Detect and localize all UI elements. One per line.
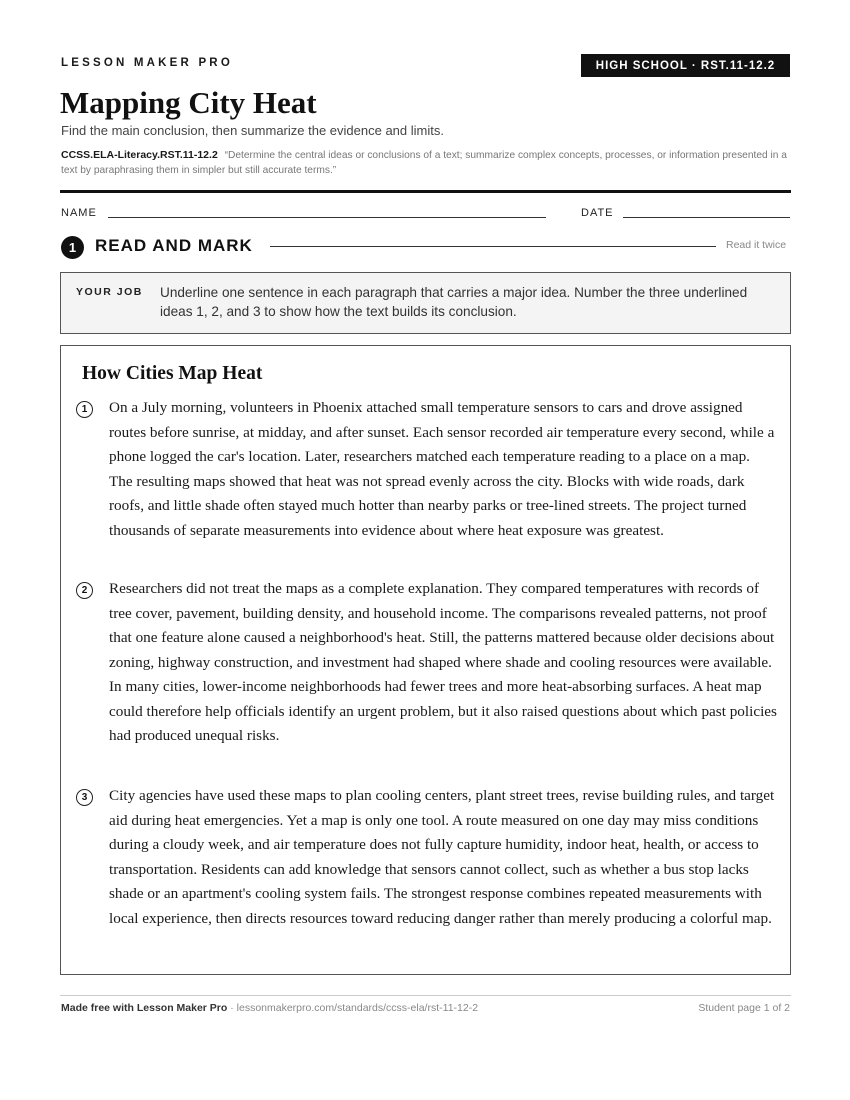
name-field[interactable] — [108, 217, 546, 218]
job-instructions-box — [60, 272, 791, 334]
brand-name: LESSON MAKER PRO — [61, 57, 233, 69]
step-note: Read it twice — [726, 239, 787, 251]
reading-passage — [60, 345, 791, 975]
page-subtitle: Find the main conclusion, then summarize the evidence and limits. — [61, 123, 444, 138]
step-divider — [270, 246, 716, 247]
footer-divider — [60, 995, 791, 996]
paragraph-number-2: 2 — [76, 582, 93, 599]
name-label: NAME — [61, 207, 97, 219]
step-number-badge: 1 — [61, 236, 84, 259]
job-text: Underline one sentence in each paragraph that carries a major idea. Number the three underlined ideas 1, 2, and 3 to show how the text builds its conclusion. — [160, 285, 748, 319]
date-field[interactable] — [623, 217, 790, 218]
standard-text: “Determine the central ideas or conclusions of a text; summarize complex concepts, processes, or information presented in a text by paraphrasing them in simpler but still accurate terms.” — [61, 150, 787, 176]
passage-title: How Cities Map Heat — [82, 363, 263, 384]
paragraph-2: Researchers did not treat the maps as a complete explanation. They compared temperatures with records of tree cover, pavement, building density, and household income. The comparisons revealed patterns, not proof that one feature alone caused a neighborhood's heat. Still, the patterns mattered because older decisions about zoning, highway construction, and investment had shaped where shade and cooling resources were available. In many cities, lower-income neighborhoods had fewer trees and more heat-absorbing surfaces. A heat map could therefore help officials identify an urgent problem, but it also raised questions about which past policies had produced unequal risks. — [109, 580, 777, 744]
header-divider — [60, 190, 791, 193]
paragraph-number-1: 1 — [76, 401, 93, 418]
level-badge: HIGH SCHOOL · RST.11-12.2 — [581, 54, 790, 77]
date-label: DATE — [581, 207, 614, 219]
standard-description — [61, 148, 793, 178]
job-label: YOUR JOB — [76, 286, 143, 298]
step-title: READ AND MARK — [95, 236, 253, 255]
footer-credit — [61, 1002, 478, 1014]
paragraph-3: City agencies have used these maps to plan cooling centers, plant street trees, revise building rules, and target aid during heat emergencies. Yet a map is only one tool. A route measured on one day may miss conditions during a cloudy week, and air temperature does not fully capture humidity, indoor heat, health, or access to transportation. Residents can add knowledge that sensors cannot collect, such as whether a bus stop lacks shade or an apartment's cooling system fails. The strongest response combines repeated measurements with local experience, then directs resources toward reducing danger rather than merely producing a colorful map. — [109, 787, 775, 927]
standard-code: CCSS.ELA-Literacy.RST.11-12.2 — [61, 149, 218, 161]
footer-url[interactable]: · lessonmakerpro.com/standards/ccss-ela/rst-11-12-2 — [230, 1002, 479, 1014]
footer-page-number: Student page 1 of 2 — [698, 1002, 790, 1014]
footer-made-with: Made free with Lesson Maker Pro — [61, 1002, 228, 1014]
paragraph-number-3: 3 — [76, 789, 93, 806]
page-title: Mapping City Heat — [60, 85, 317, 120]
paragraph-1: On a July morning, volunteers in Phoenix attached small temperature sensors to cars and drove assigned routes before sunrise, at midday, and after sunset. Each sensor recorded air temperature every second, while a phone logged the car's location. Later, researchers matched each temperature reading to a place on a map. The resulting maps showed that heat was not spread evenly across the city. Blocks with wide roads, dark roofs, and little shade often stayed much hotter than nearby parks or tree-lined streets. The project turned thousands of separate measurements into evidence about where heat exposure was greatest. — [109, 399, 775, 539]
